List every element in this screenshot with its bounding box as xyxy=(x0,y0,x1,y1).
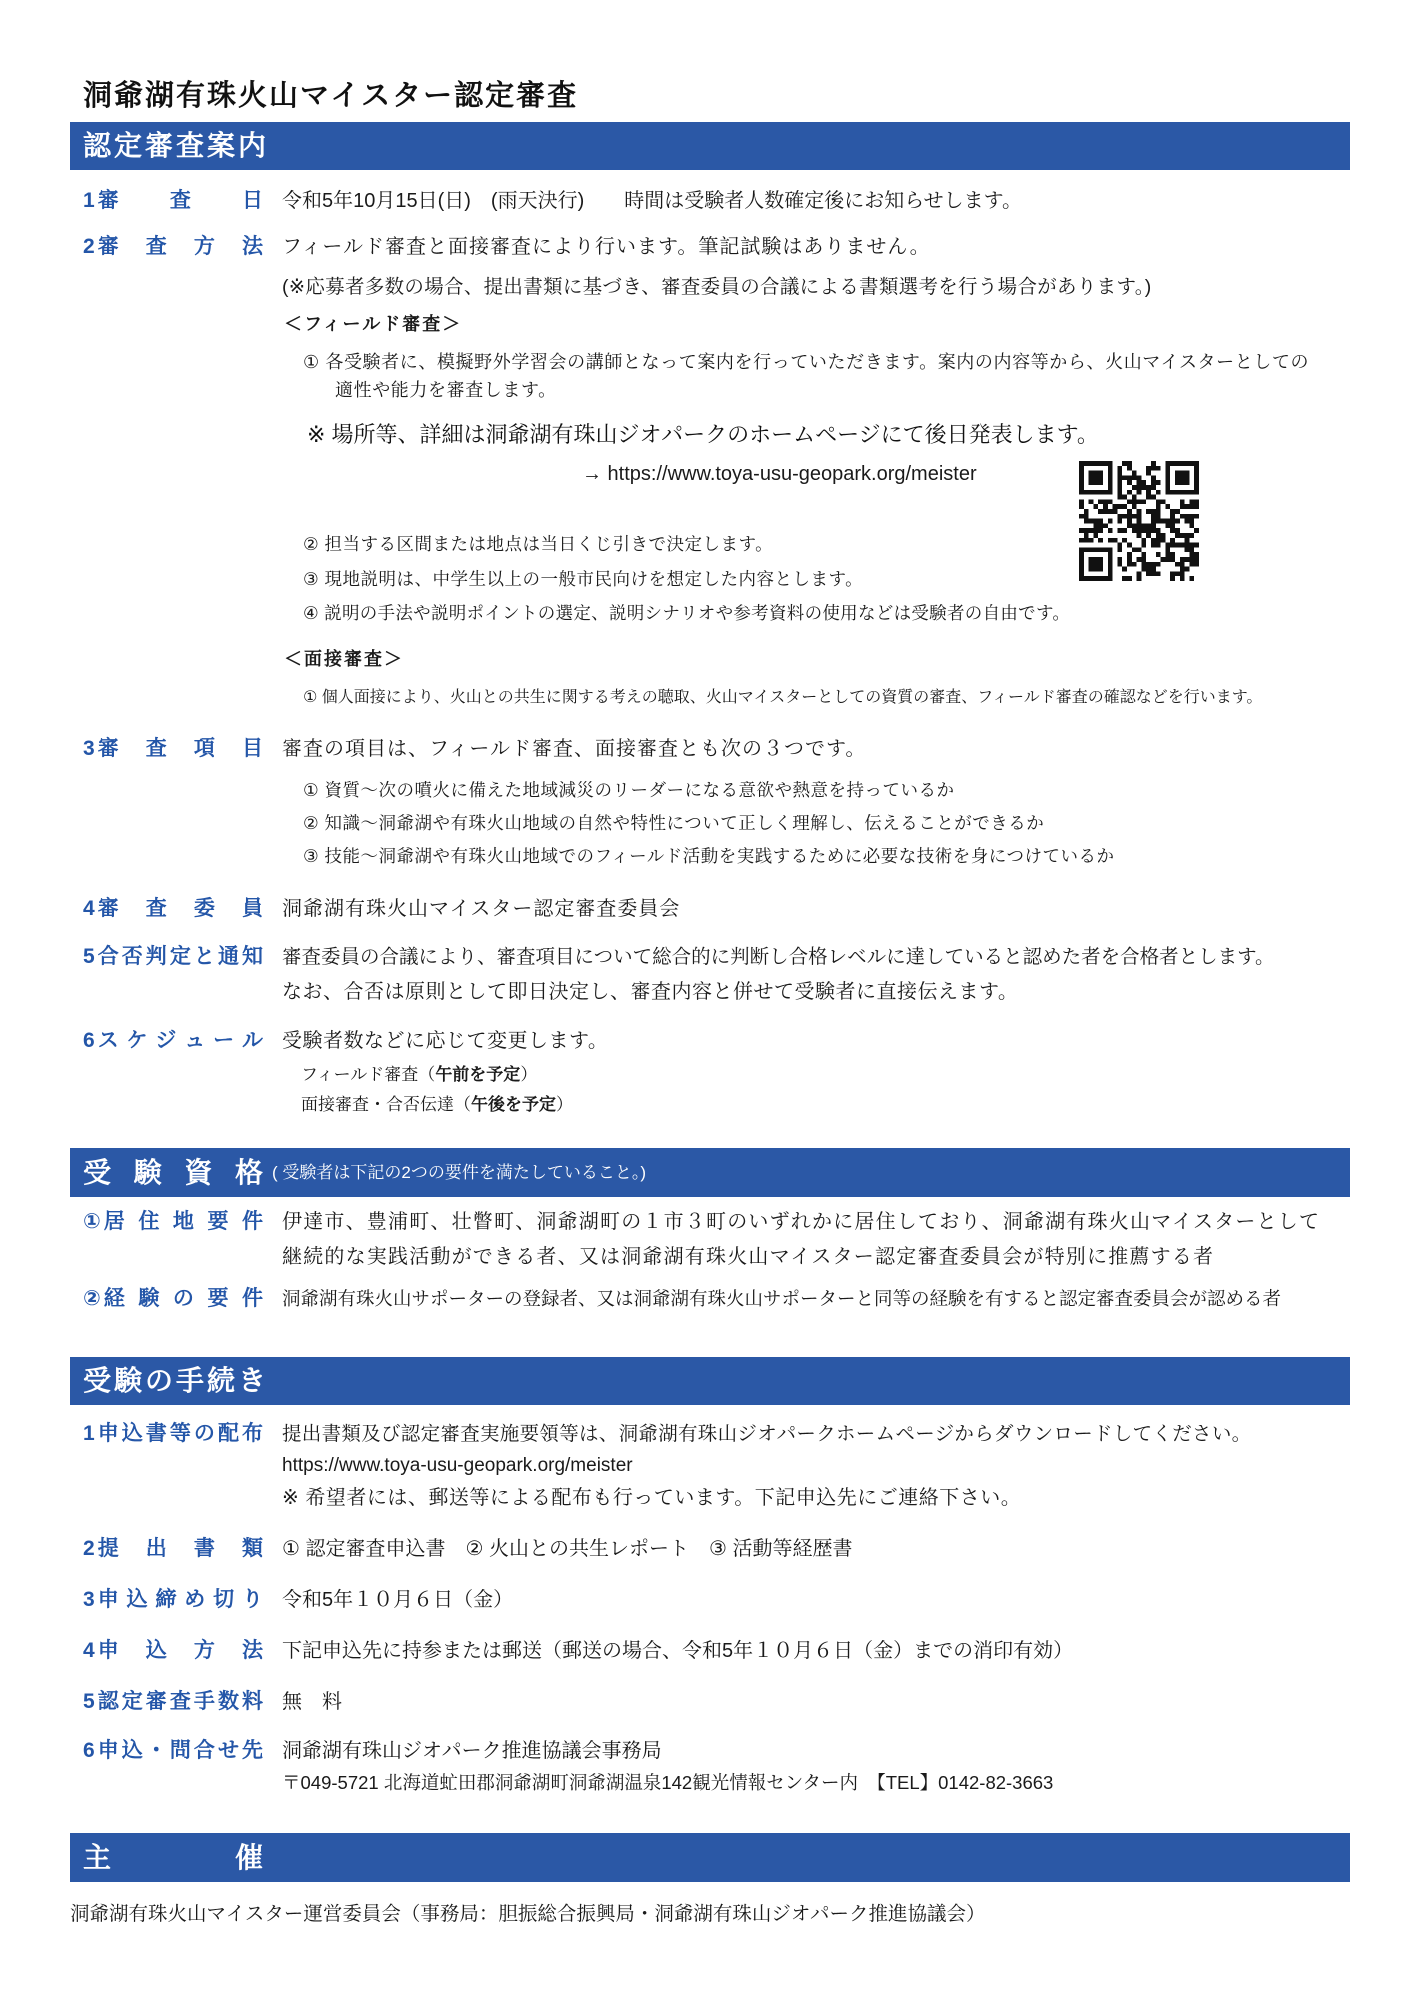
exam-method-note: (※応募者多数の場合、提出書類に基づき、審査委員の合議による書類選考を行う場合があります。) xyxy=(282,276,1152,298)
row-label-exam-date xyxy=(83,186,263,216)
section-bar-eligibility xyxy=(70,1148,1350,1197)
exam-item-quality: ① 資質〜次の噴火に備えた地域減災のリーダーになる意欲や熱意を持っているか xyxy=(303,780,955,800)
field-exam-item-1: ① 各受験者に、模擬野外学習会の講師となって案内を行っていただきます。案内の内容等から、火山マイスターとしての xyxy=(303,352,1310,372)
row-label-application-method xyxy=(83,1636,263,1666)
row-label-documents xyxy=(83,1534,263,1564)
row-label-judgement xyxy=(83,942,263,972)
row-label-exam-method xyxy=(83,232,263,262)
field-exam-item-4: ④ 説明の手法や説明ポイントの選定、説明シナリオや参考資料の使用などは受験者の自由です。 xyxy=(303,603,1071,623)
schedule-interview-pre: 面接審査・合否伝達（ xyxy=(301,1095,471,1114)
row-number: ② xyxy=(83,1287,101,1310)
section-heading-guide: 認定審査案内 xyxy=(83,130,270,161)
row-number: 3 xyxy=(83,1588,95,1611)
row-label-committee xyxy=(83,894,263,924)
interview-exam-heading: ＜面接審査＞ xyxy=(284,649,404,669)
application-method-text: 下記申込先に持参または郵送（郵送の場合、令和5年１０月６日（金）までの消印有効） xyxy=(282,1640,1074,1662)
row-label-text: 申込・問合せ先 xyxy=(97,1739,263,1762)
row-label-text: 合否判定と通知 xyxy=(97,945,263,968)
documents-text: ① 認定審査申込書 ② 火山との共生レポート ③ 活動等経歴書 xyxy=(282,1538,853,1560)
section-bar-procedure xyxy=(70,1357,1350,1405)
distribution-text: 提出書類及び認定審査実施要領等は、洞爺湖有珠山ジオパークホームページからダウンロードしてください。 xyxy=(282,1423,1252,1445)
contact-address: 〒049-5721 北海道虻田郡洞爺湖町洞爺湖温泉142観光情報センター内 【TEL】0142-82-3663 xyxy=(282,1772,1054,1793)
organizer-text: 洞爺湖有珠火山マイスター運営委員会（事務局：胆振総合振興局・洞爺湖有珠山ジオパーク推進協議会） xyxy=(70,1903,986,1925)
row-number: 4 xyxy=(83,897,95,920)
field-exam-heading: ＜フィールド審査＞ xyxy=(284,314,463,334)
residence-line-2: 継続的な実践活動ができる者、又は洞爺湖有珠火山マイスター認定審査委員会が特別に推薦する者 xyxy=(282,1246,1215,1268)
row-number: 1 xyxy=(83,189,95,212)
schedule-field-time: 午前を予定 xyxy=(435,1065,521,1084)
exam-item-skill: ③ 技能〜洞爺湖や有珠火山地域でのフィールド活動を実践するために必要な技術を身につけているか xyxy=(303,846,1115,866)
row-label-exam-items xyxy=(83,734,263,764)
row-label-text: 審 査 項 目 xyxy=(97,737,263,760)
row-label-text: 審 査 委 員 xyxy=(97,897,263,920)
distribution-url: https://www.toya-usu-geopark.org/meister xyxy=(282,1455,633,1476)
row-label-text: 経 験 の 要 件 xyxy=(103,1287,263,1310)
schedule-interview-time: 午後を予定 xyxy=(471,1095,556,1114)
section-subheading-eligibility: ( 受験者は下記の2つの要件を満たしていること。) xyxy=(272,1163,646,1182)
deadline-text: 令和5年１０月６日（金） xyxy=(282,1589,514,1611)
field-exam-item-3: ③ 現地説明は、中学生以上の一般市民向けを想定した内容とします。 xyxy=(303,569,864,589)
schedule-text: 受験者数などに応じて変更します。 xyxy=(282,1030,609,1052)
row-label-text: 申込締め切り xyxy=(97,1588,263,1611)
section-heading-organizer: 主 催 xyxy=(83,1842,263,1873)
interview-exam-item-1: ① 個人面接により、火山との共生に関する考えの聴取、火山マイスターとしての資質の審査、フィールド審査の確認などを行います。 xyxy=(303,689,1263,706)
exam-date-text: 令和5年10月15日(日) (雨天決行) 時間は受験者人数確定後にお知らせします。 xyxy=(282,190,1023,212)
residence-line-1: 伊達市、豊浦町、壮瞥町、洞爺湖町の１市３町のいずれかに居住しており、洞爺湖有珠火山マイスターとして xyxy=(282,1211,1321,1233)
judgement-line-1: 審査委員の合議により、審査項目について総合的に判断し合格レベルに達していると認めた者を合格者とします。 xyxy=(282,946,1275,968)
schedule-interview xyxy=(301,1090,573,1120)
row-label-text: 申込書等の配布 xyxy=(97,1422,263,1445)
section-bar-guide xyxy=(70,122,1350,170)
row-number: 2 xyxy=(83,235,95,258)
row-label-residence xyxy=(83,1207,263,1237)
section-heading-procedure: 受験の手続き xyxy=(83,1365,270,1396)
field-exam-notice: ※ 場所等、詳細は洞爺湖有珠山ジオパークのホームページにて後日発表します。 xyxy=(307,422,1099,447)
row-label-text: 審 査 日 xyxy=(97,189,263,212)
row-number: 6 xyxy=(83,1029,95,1052)
section-bar-organizer xyxy=(70,1833,1350,1882)
row-number: 1 xyxy=(83,1422,95,1445)
row-label-text: ス ケ ジ ュ ー ル xyxy=(97,1029,263,1052)
row-label-experience xyxy=(83,1284,263,1314)
committee-text: 洞爺湖有珠火山マイスター認定審査委員会 xyxy=(282,898,681,920)
page-title: 洞爺湖有珠火山マイスター認定審査 xyxy=(83,80,579,112)
row-label-text: 申 込 方 法 xyxy=(97,1639,263,1662)
row-number: 5 xyxy=(83,945,95,968)
schedule-field-post: ） xyxy=(520,1065,538,1084)
row-number: 5 xyxy=(83,1690,95,1713)
row-label-fee xyxy=(83,1687,263,1717)
judgement-line-2: なお、合否は原則として即日決定し、審査内容と併せて受験者に直接伝えます。 xyxy=(282,981,1019,1003)
field-exam-item-2: ② 担当する区間または地点は当日くじ引きで決定します。 xyxy=(303,534,774,554)
row-number: 4 xyxy=(83,1639,95,1662)
field-exam-url: → https://www.toya-usu-geopark.org/meister xyxy=(582,463,977,485)
experience-text: 洞爺湖有珠火山サポーターの登録者、又は洞爺湖有珠火山サポーターと同等の経験を有すると認定審査委員会が認める者 xyxy=(282,1288,1282,1309)
row-label-schedule xyxy=(83,1026,263,1056)
row-label-text: 認定審査手数料 xyxy=(97,1690,263,1713)
row-label-contact xyxy=(83,1736,263,1766)
distribution-note: ※ 希望者には、郵送等による配布も行っています。下記申込先にご連絡下さい。 xyxy=(282,1487,1022,1509)
row-label-distribution xyxy=(83,1419,263,1449)
section-heading-eligibility: 受 験 資 格 xyxy=(83,1157,263,1188)
row-number: 3 xyxy=(83,737,95,760)
exam-item-knowledge: ② 知識〜洞爺湖や有珠火山地域の自然や特性について正しく理解し、伝えることができるか xyxy=(303,813,1045,833)
row-label-text: 審 査 方 法 xyxy=(97,235,263,258)
schedule-field-pre: フィールド審査（ xyxy=(301,1065,436,1084)
row-number: 6 xyxy=(83,1739,95,1762)
row-label-deadline xyxy=(83,1585,263,1615)
field-exam-item-1-continued: 適性や能力を審査します。 xyxy=(335,380,557,400)
qr-code-icon xyxy=(1079,461,1199,581)
row-label-text: 居 住 地 要 件 xyxy=(103,1210,263,1233)
contact-name: 洞爺湖有珠山ジオパーク推進協議会事務局 xyxy=(282,1740,662,1762)
schedule-interview-post: ） xyxy=(556,1095,573,1114)
fee-text: 無 料 xyxy=(282,1691,342,1713)
row-number: ① xyxy=(83,1210,101,1233)
row-label-text: 提 出 書 類 xyxy=(97,1537,263,1560)
exam-items-text: 審査の項目は、フィールド審査、面接審査とも次の３つです。 xyxy=(282,738,867,760)
exam-method-text: フィールド審査と面接審査により行います。筆記試験はありません。 xyxy=(282,236,931,258)
row-number: 2 xyxy=(83,1537,95,1560)
schedule-field xyxy=(301,1060,537,1090)
